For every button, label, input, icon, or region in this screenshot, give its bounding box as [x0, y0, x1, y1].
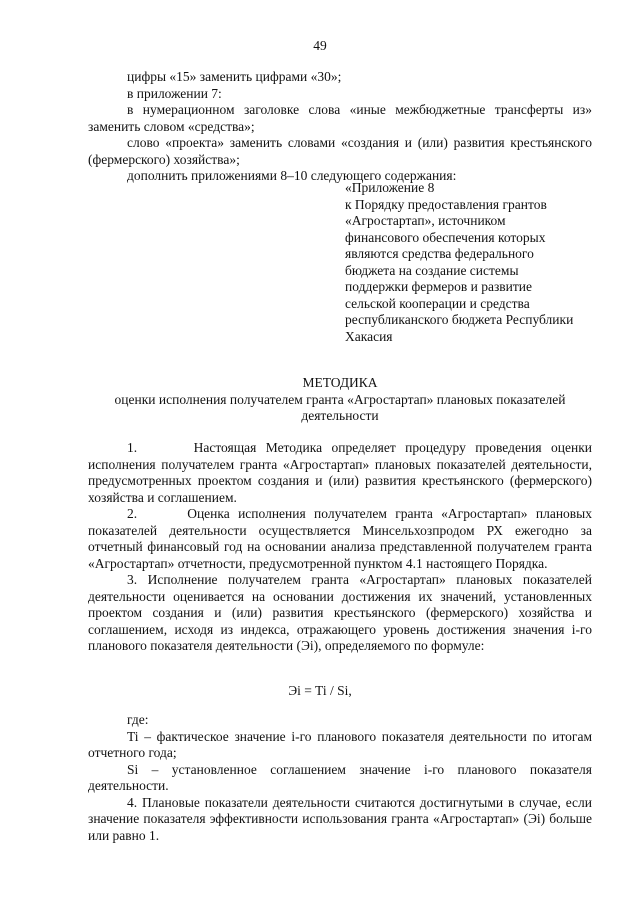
definition-ti: Ti – фактическое значение i-го планового показателя деятельности по итогам отчетного года;	[88, 728, 592, 760]
amendment-line: цифры «15» заменить цифрами «30»;	[127, 69, 342, 84]
appendix-line: финансового обеспечения которых	[345, 229, 546, 245]
amendment-line: в нумерационном заголовке слова «иные межбюджетные трансферты из» заменить словом «средства»;	[88, 102, 592, 134]
definition-si: Si – установленное соглашением значение i-го планового показателя деятельности.	[88, 761, 592, 793]
amendment-line: слово «проекта» заменить словами «создания и (или) развития крестьянского (фермерского) хозяйства»;	[88, 135, 592, 167]
appendix-line: Хакасия	[345, 328, 393, 344]
appendix-line: «Приложение 8	[345, 180, 435, 195]
title-subtitle: деятельности	[301, 408, 379, 423]
paragraph-3: 3. Исполнение получателем гранта «Агростартап» плановых показателей деятельности оценивается на основании достижения их значений, установленных проектом создания и (или) развития крестьянского (фермерского) хозяйства и соглашением, исходя из индекса, отражающего уровень достижения значения i-го планового показателя деятельности (Эi), определяемого по формуле:	[88, 572, 592, 653]
amendment-line: в приложении 7:	[127, 85, 222, 101]
methodology-body	[88, 440, 592, 655]
appendix-line: бюджета на создание системы	[345, 262, 519, 278]
amendments-block	[88, 69, 592, 185]
appendix-line: к Порядку предоставления грантов	[345, 196, 547, 212]
appendix-line: сельской кооперации и средства	[345, 295, 530, 311]
page-number: 49	[313, 38, 327, 53]
appendix-line: «Агростартап», источником	[345, 213, 506, 228]
paragraph-2: 2. Оценка исполнения получателем гранта «Агростартап» плановых показателей деятельности осуществляется Минсельхозпродом РХ ежегодно за отчетный финансовый год на основании анализа представленной получателем гранта «Агростартап» отчетности, предусмотренной пунктом 4.1 настоящего Порядка.	[88, 506, 592, 571]
where-label: где:	[127, 712, 149, 727]
paragraph-4: 4. Плановые показатели деятельности считаются достигнутыми в случае, если значение показателя эффективности использования гранта «Агростартап» (Эi) больше или равно 1.	[88, 794, 592, 843]
appendix-heading	[345, 180, 605, 345]
appendix-line: являются средства федерального	[345, 246, 534, 261]
appendix-line: республиканского бюджета Республики	[345, 312, 574, 327]
title-heading: МЕТОДИКА	[302, 375, 378, 390]
formula: Эi = Ti / Si,	[288, 683, 352, 698]
methodology-title	[88, 375, 592, 425]
appendix-line: поддержки фермеров и развитие	[345, 279, 533, 294]
paragraph-1: 1. Настоящая Методика определяет процедуру проведения оценки исполнения получателем гранта «Агростартап» плановых показателей деятельности, предусмотренных проектом создания и (или) развития крестьянского (фермерского) хозяйства и соглашением.	[88, 440, 592, 505]
definitions-block	[88, 712, 592, 844]
amendment-line: дополнить приложениями 8–10 следующего содержания:	[127, 168, 457, 183]
title-subtitle: оценки исполнения получателем гранта «Агростартап» плановых показателей	[114, 391, 566, 407]
